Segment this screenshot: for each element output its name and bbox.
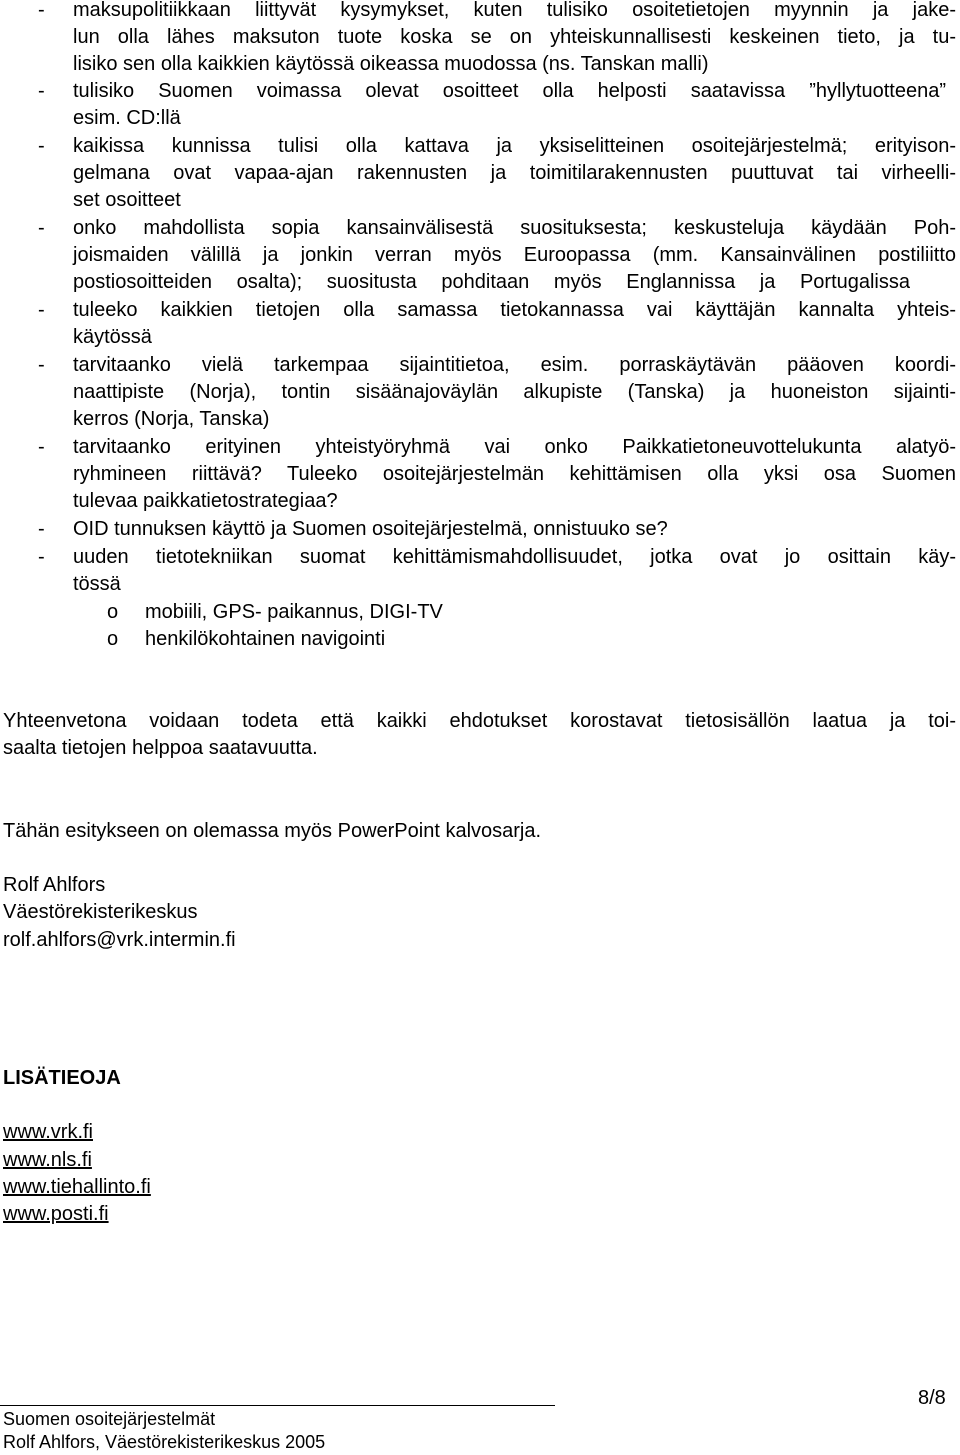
list-dash: -	[38, 135, 45, 157]
author-name: Rolf Ahlfors	[3, 874, 106, 896]
sub-bullet-icon: o	[107, 628, 119, 650]
more-info-heading: LISÄTIEOJA	[3, 1067, 121, 1089]
list-item-line: gelmana ovat vapaa-ajan rakennusten ja toimitilarakennusten puuttuvat tai virheelli-	[73, 162, 956, 184]
list-item-line: tuleeko kaikkien tietojen olla samassa tietokannassa vai käyttäjän kannalta yhteis-	[73, 299, 956, 321]
list-item-line: tarvitaanko vielä tarkempaa sijaintitietoa, esim. porraskäytävän pääoven koordi-	[73, 354, 956, 376]
link-tiehallinto[interactable]: www.tiehallinto.fi	[3, 1176, 151, 1198]
list-dash: -	[38, 546, 45, 568]
list-item-line: naattipiste (Norja), tontin sisäänajoväylän alkupiste (Tanska) ja huoneiston sijainti-	[73, 381, 956, 403]
list-dash: -	[38, 354, 45, 376]
list-item-line: tössä	[73, 573, 121, 595]
list-item-line: käytössä	[73, 326, 152, 348]
list-item-line: ryhmineen riittävä? Tuleeko osoitejärjestelmän kehittämisen olla yksi osa Suomen	[73, 463, 956, 485]
sub-bullet-icon: o	[107, 601, 119, 623]
powerpoint-note: Tähän esitykseen on olemassa myös PowerPoint kalvosarja.	[3, 820, 542, 842]
list-dash: -	[38, 80, 45, 102]
author-organization: Väestörekisterikeskus	[3, 901, 198, 923]
link-nls[interactable]: www.nls.fi	[3, 1149, 92, 1171]
summary-line: saalta tietojen helppoa saatavuutta.	[3, 737, 318, 759]
sub-list-item: mobiili, GPS- paikannus, DIGI-TV	[145, 601, 443, 623]
list-dash: -	[38, 299, 45, 321]
link-posti[interactable]: www.posti.fi	[3, 1203, 109, 1225]
list-item-line: kerros (Norja, Tanska)	[73, 408, 270, 430]
list-item-line: esim. CD:llä	[73, 107, 181, 129]
list-item-line: lun olla lähes maksuton tuote koska se on yhteiskunnallisesti keskeinen tieto, ja tu-	[73, 26, 956, 48]
list-item-line: tulevaa paikkatietostrategiaa?	[73, 490, 338, 512]
list-item-line: tarvitaanko erityinen yhteistyöryhmä vai onko Paikkatietoneuvottelukunta alatyö-	[73, 436, 956, 458]
list-dash: -	[38, 436, 45, 458]
list-item-line: kaikissa kunnissa tulisi olla kattava ja yksiselitteinen osoitejärjestelmä; erityison-	[73, 135, 956, 157]
link-vrk[interactable]: www.vrk.fi	[3, 1121, 93, 1143]
list-item-line: postiosoitteiden osalta); suositusta pohditaan myös Englannissa ja Portugalissa	[73, 271, 910, 293]
list-dash: -	[38, 518, 45, 540]
page-number: 8/8	[918, 1387, 946, 1409]
list-item-line: onko mahdollista sopia kansainvälisestä suosituksesta; keskusteluja käydään Poh-	[73, 217, 956, 239]
sub-list-item: henkilökohtainen navigointi	[145, 628, 386, 650]
list-item-line: maksupolitiikkaan liittyvät kysymykset, kuten tulisiko osoitetietojen myynnin ja jake-	[73, 0, 956, 21]
list-item-line: set osoitteet	[73, 189, 181, 211]
list-item-line: lisiko sen olla kaikkien käytössä oikeassa muodossa (ns. Tanskan malli)	[73, 53, 709, 75]
list-item-line: joismaiden välillä ja jonkin verran myös Euroopassa (mm. Kansainvälinen postiliitto	[73, 244, 956, 266]
author-email[interactable]: rolf.ahlfors@vrk.intermin.fi	[3, 929, 236, 951]
list-item-line: uuden tietotekniikan suomat kehittämismahdollisuudet, jotka ovat jo osittain käy-	[73, 546, 956, 568]
list-item-line: OID tunnuksen käyttö ja Suomen osoitejärjestelmä, onnistuuko se?	[73, 518, 668, 540]
summary-line: Yhteenvetona voidaan todeta että kaikki ehdotukset korostavat tietosisällön laatua ja toi-	[3, 710, 956, 732]
footer-divider	[0, 1405, 555, 1406]
footer-credit: Rolf Ahlfors, Väestörekisterikeskus 2005	[3, 1432, 326, 1452]
list-dash: -	[38, 0, 45, 21]
list-item-line: tulisiko Suomen voimassa olevat osoitteet olla helposti saatavissa ”hyllytuotteena”	[73, 80, 946, 102]
list-dash: -	[38, 217, 45, 239]
footer-title: Suomen osoitejärjestelmät	[3, 1409, 216, 1429]
